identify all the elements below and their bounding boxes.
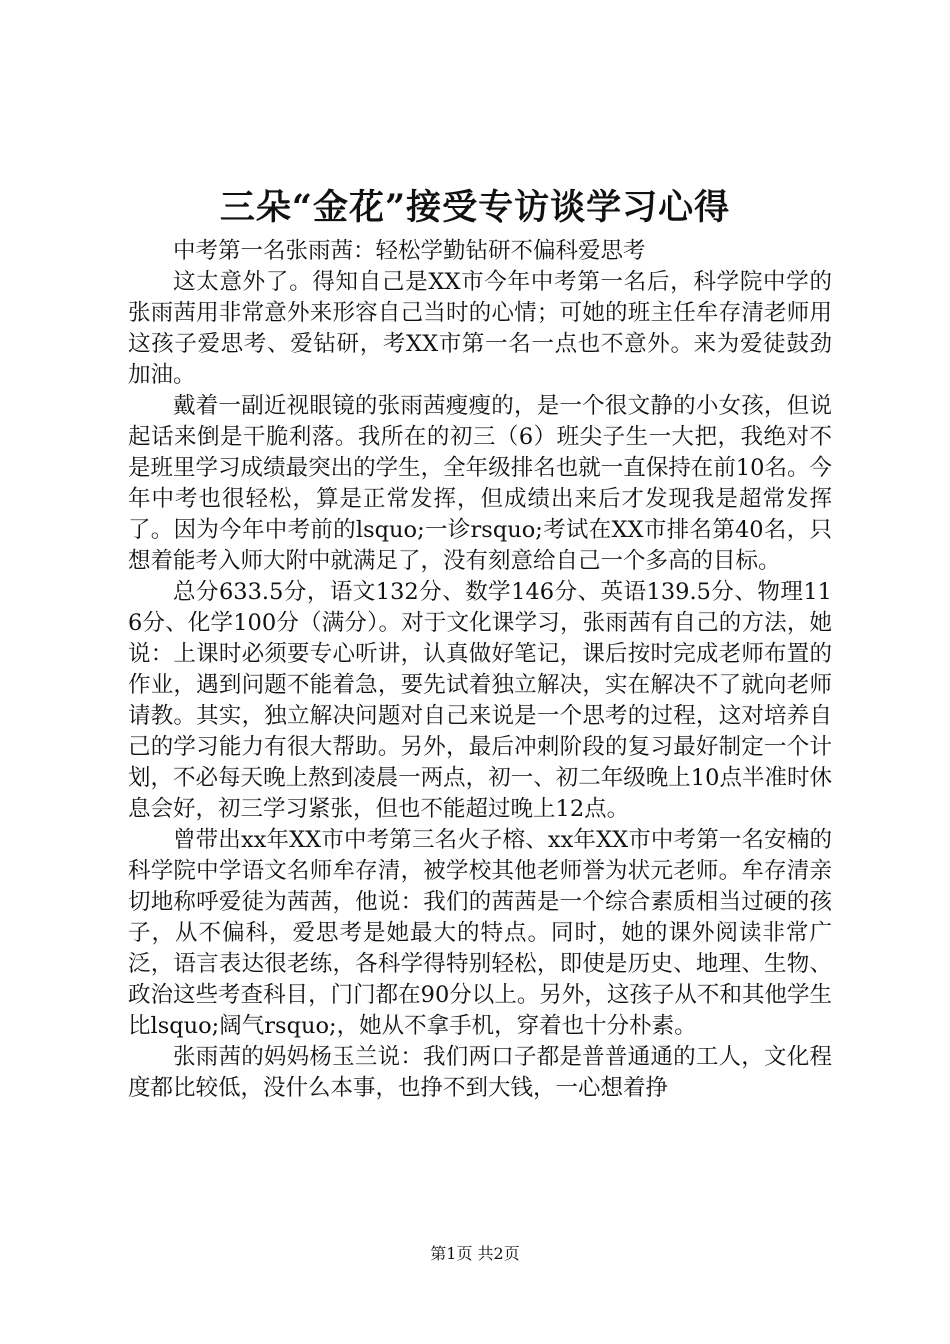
paragraph: 戴着一副近视眼镜的张雨茜瘦瘦的，是一个很文静的小女孩，但说起话来倒是干脆利落。我所在的初三（6）班尖子生一大把，我绝对不是班里学习成绩最突出的学生，全年级排名也就一直保持在前10名。今年中考也很轻松，算是正常发挥，但成绩出来后才发现我是超常发挥了。因为今年中考前的lsquo;一诊rsquo;考试在XX市排名第40名，只想着能考入师大附中就满足了，没有刻意给自己一个多高的目标。 [128, 393, 832, 574]
paragraph: 总分633.5分，语文132分、数学146分、英语139.5分、物理116分、化学100分（满分）。对于文化课学习，张雨茜有自己的方法，她说：上课时必须要专心听讲，认真做好笔记，课后按时完成老师布置的作业，遇到问题不能着急，要先试着独立解决，实在解决不了就向老师请教。其实，独立解决问题对自己来说是一个思考的过程，这对培养自己的学习能力有很大帮助。另外，最后冲刺阶段的复习最好制定一个计划，不必每天晚上熬到凌晨一两点，初一、初二年级晚上10点半准时休息会好，初三学习紧张，但也不能超过晚上12点。 [128, 579, 832, 822]
paragraph: 这太意外了。得知自己是XX市今年中考第一名后，科学院中学的张雨茜用非常意外来形容自己当时的心情；可她的班主任牟存清老师用这孩子爱思考、爱钻研，考XX市第一名一点也不意外。来为爱徒鼓劲加油。 [128, 269, 832, 388]
document-title: 三朵“金花”接受专访谈学习心得 [219, 187, 731, 228]
paragraph: 曾带出xx年XX市中考第三名火子榕、xx年XX市中考第一名安楠的科学院中学语文名师牟存清，被学校其他老师誉为状元老师。牟存清亲切地称呼爱徒为茜茜，他说：我们的茜茜是一个综合素质相当过硬的孩子，从不偏科，爱思考是她最大的特点。同时，她的课外阅读非常广泛，语言表达很老练，各科学得特别轻松，即使是历史、地理、生物、政治这些考查科目，门门都在90分以上。另外，这孩子从不和其他学生比lsquo;阔气rsquo;，她从不拿手机，穿着也十分朴素。 [128, 827, 832, 1039]
page-number: 第1页 共2页 [430, 1244, 520, 1263]
document-body [128, 236, 832, 1104]
paragraph: 张雨茜的妈妈杨玉兰说：我们两口子都是普普通通的工人，文化程度都比较低，没什么本事，也挣不到大钱，一心想着挣 [128, 1044, 832, 1101]
paragraph: 中考第一名张雨茜：轻松学勤钻研不偏科爱思考 [173, 238, 646, 264]
